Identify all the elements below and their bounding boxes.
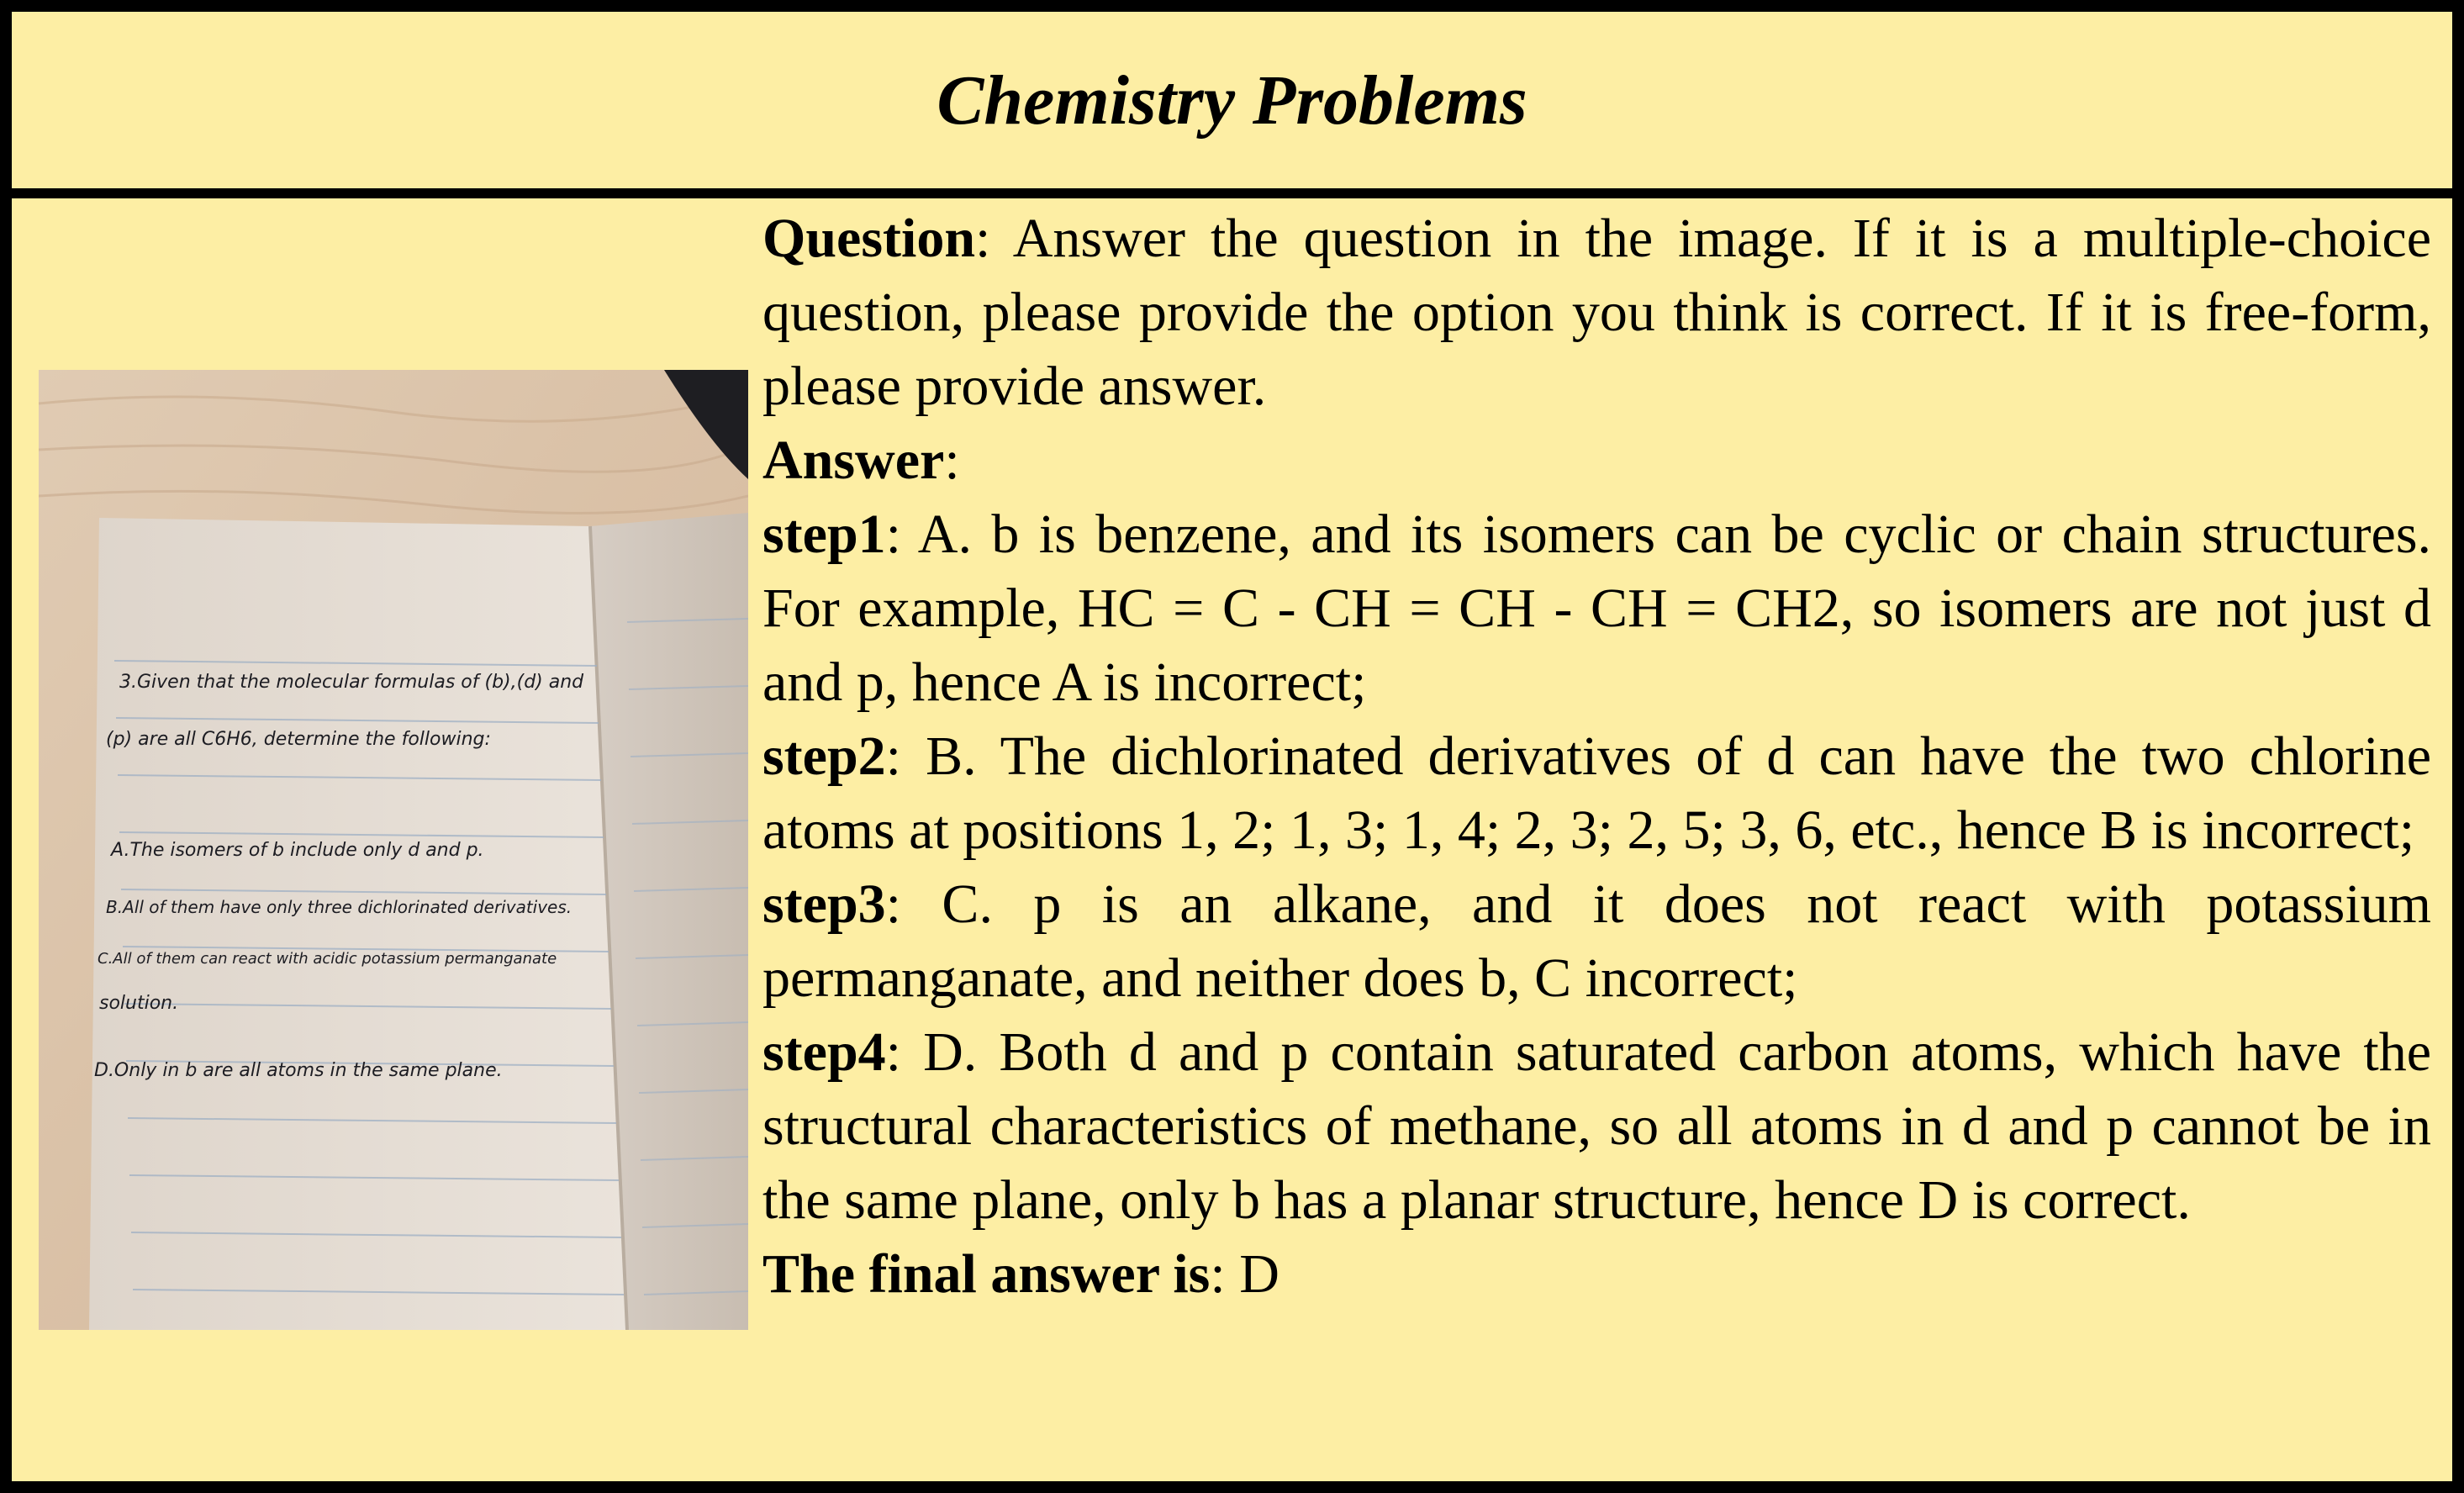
final-answer-label: The final answer is [762,1243,1211,1305]
step-1 [762,498,2431,720]
handwritten-line-6: solution. [99,993,179,1014]
final-answer [762,1237,2431,1311]
answer-label: Answer [762,430,945,491]
handwritten-line-7: D.Only in b are all atoms in the same plane. [94,1060,503,1081]
step-label: step4 [762,1021,886,1083]
header-bar [12,12,2452,198]
handwritten-line-1: 3.Given that the molecular formulas of (b),(d) and [119,672,584,693]
page-title: Chemistry Problems [937,61,1527,140]
answer-colon: : [944,430,960,491]
handwritten-line-2: (p) are all C6H6, determine the following: [106,729,491,750]
handwritten-line-4: B.All of them have only three dichlorinated derivatives. [106,897,572,917]
qa-content [762,202,2431,1311]
handwritten-line-5: C.All of them can react with acidic potassium permanganate [98,950,557,968]
step-label: step2 [762,725,886,787]
question-paragraph [762,202,2431,424]
step-text: : C. p is an alkane, and it does not react with potassium permanganate, and neither does b, C incorrect; [762,873,2431,1009]
final-answer-value: : D [1210,1243,1279,1305]
step-3 [762,868,2431,1016]
step-label: step3 [762,873,886,935]
question-label: Question [762,208,976,269]
step-4 [762,1016,2431,1237]
question-text: : Answer the question in the image. If it is a multiple-choice question, please provide the option you think is correct. If it is free-form, please provide answer. [762,208,2431,417]
step-text: : D. Both d and p contain saturated carbon atoms, which have the structural characteristics of methane, so all atoms in d and p cannot be in the same plane, only b has a planar structure, hence D is correct. [762,1021,2431,1231]
notebook-photo [39,370,748,1330]
handwritten-line-3: A.The isomers of b include only d and p. [111,840,484,861]
step-2 [762,720,2431,868]
answer-heading [762,424,2431,498]
step-label: step1 [762,504,886,565]
step-text: : B. The dichlorinated derivatives of d can have the two chlorine atoms at positions 1, 2; 1, 3; 1, 4; 2, 3; 2, 5; 3, 6, etc., hence B is incorrect; [762,725,2431,861]
step-text: : A. b is benzene, and its isomers can be cyclic or chain structures. For example, HC = C - CH = CH - CH = CH2, so isomers are not just d and p, hence A is incorrect; [762,504,2431,713]
